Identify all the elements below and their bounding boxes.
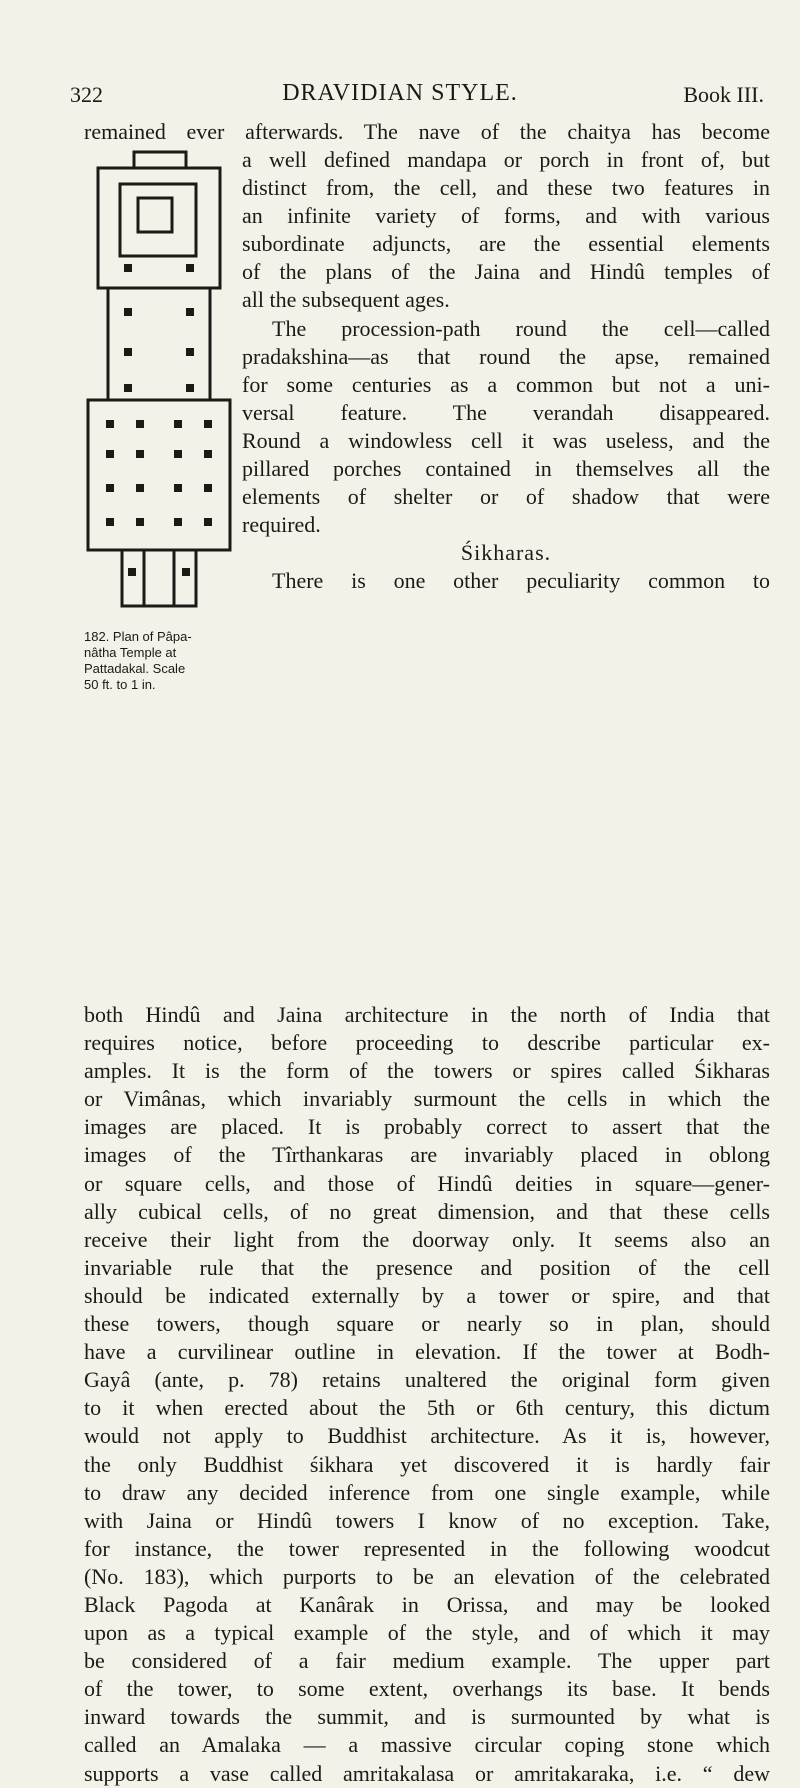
text-line: with Jaina or Hindû towers I know of no exception. Take, (84, 1507, 770, 1533)
caption-line: 50 ft. to 1 in. (84, 677, 156, 692)
plan-shrine-wall (98, 168, 220, 288)
text-line: to draw any decided inference from one single example, while (84, 1479, 770, 1505)
book-label: Book III. (683, 82, 764, 107)
text-line: receive their light from the doorway only. It seems also an (84, 1226, 770, 1252)
text-line: elements of shelter or of shadow that were (242, 484, 770, 510)
text-line: upon as a typical example of the style, and of which it may (84, 1620, 770, 1646)
text-line: versal feature. The verandah disappeared. (242, 399, 770, 425)
text-line: or Vimânas, which invariably surmount the cells in which the (84, 1086, 770, 1112)
chapter-title: DRAVIDIAN STYLE. (282, 80, 518, 106)
text-line: an infinite variety of forms, and with various (242, 203, 770, 229)
text-line: have a curvilinear outline in elevation. If the tower at Bodh- (84, 1339, 770, 1365)
text-line: these towers, though square or nearly so in plan, should (84, 1311, 770, 1337)
text-line: the only Buddhist śikhara yet discovered it is hardly fair (84, 1451, 770, 1477)
text-line: images of the Tîrthankaras are invariably placed in oblong (84, 1142, 770, 1168)
intro-line (84, 118, 770, 146)
text-line: Gayâ (ante, p. 78) retains unaltered the original form given (84, 1367, 770, 1393)
caption-line: nâtha Temple at (84, 645, 177, 660)
text-line: both Hindû and Jaina architecture in the north of India that (84, 1002, 770, 1027)
text-line: called an Amalaka — a massive circular coping stone which (84, 1732, 770, 1758)
text-line: There is one other peculiarity common to (272, 568, 770, 594)
text-line: to it when erected about the 5th or 6th century, this dictum (84, 1395, 770, 1421)
caption-line: 182. Plan of Pâpa- (84, 629, 192, 644)
text-line: all the subsequent ages. (242, 287, 450, 313)
plan-rear-projection (134, 152, 186, 168)
text-line: amples. It is the form of the towers or spires called Śikharas (84, 1058, 770, 1084)
text-line: (No. 183), which purports to be an elevation of the celebrated (84, 1563, 770, 1589)
text-line: Round a windowless cell it was useless, and the (242, 427, 770, 453)
plan-inner-sanctum (138, 198, 172, 232)
plan-pillars (106, 264, 212, 576)
figure-caption (84, 629, 238, 693)
running-head (0, 76, 800, 110)
text-line: pradakshina—as that round the apse, remained (242, 343, 770, 369)
right-column-text (242, 146, 770, 596)
section-heading: Śikharas. (460, 540, 552, 566)
text-line: required. (242, 512, 321, 538)
text-line: be considered of a fair medium example. The upper part (84, 1648, 770, 1674)
text-line: subordinate adjuncts, are the essential elements (242, 231, 770, 257)
text-line: of the plans of the Jaina and Hindû temples of (242, 259, 770, 285)
caption-line: Pattadakal. Scale (84, 661, 186, 676)
text-line: would not apply to Buddhist architecture. As it is, however, (84, 1423, 770, 1449)
text-line: should be indicated externally by a tower or spire, and that (84, 1282, 770, 1308)
text-line: remained ever afterwards. The nave of the chaitya has become (84, 119, 770, 144)
text-line: pillared porches contained in themselves all the (242, 456, 770, 482)
text-line: supports a vase called amritakalasa or amritakaraka, i.e. “ dew (84, 1760, 770, 1786)
text-line: for instance, the tower represented in the following woodcut (84, 1535, 770, 1561)
plan-vestibule (108, 288, 210, 400)
text-line: distinct from, the cell, and these two features in (242, 175, 770, 201)
text-line: ally cubical cells, of no great dimension, and that these cells (84, 1198, 770, 1224)
text-line: or square cells, and those of Hindû deities in square—gener- (84, 1170, 770, 1196)
text-line: inward towards the summit, and is surmounted by what is (84, 1704, 770, 1730)
text-line: a well defined mandapa or porch in front of, but (242, 147, 770, 172)
page-number: 322 (70, 82, 103, 107)
text-line: requires notice, before proceeding to describe particular ex- (84, 1030, 770, 1056)
text-line: of the tower, to some extent, overhangs its base. It bends (84, 1676, 770, 1702)
text-line: for some centuries as a common but not a uni- (242, 371, 770, 397)
text-line: The procession-path round the cell—called (272, 315, 770, 341)
text-line: Black Pagoda at Kanârak in Orissa, and may be looked (84, 1591, 770, 1617)
plan-cell (120, 184, 196, 256)
plan-porch (122, 550, 196, 606)
text-line: images are placed. It is probably correct to assert that the (84, 1114, 770, 1140)
temple-plan-figure (84, 148, 234, 616)
main-text (84, 1001, 770, 1788)
text-line: invariable rule that the presence and position of the cell (84, 1254, 770, 1280)
